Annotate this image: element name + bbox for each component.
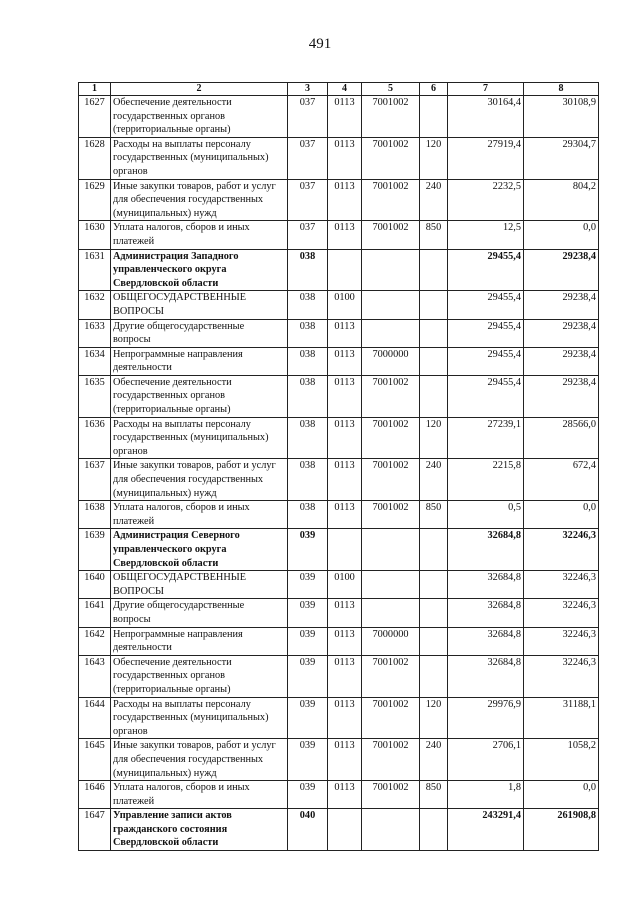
description-cell: Иные закупки товаров, работ и услуг для обеспечения государственных (муниципальных) нужд — [111, 179, 288, 221]
expense-type-cell — [420, 809, 448, 851]
admin-code-cell: 039 — [288, 571, 328, 599]
row-number-cell: 1636 — [79, 417, 111, 459]
target-code-cell: 7000000 — [362, 347, 420, 375]
expense-type-cell: 120 — [420, 417, 448, 459]
description-cell: Администрация Западного управленческого округа Свердловской области — [111, 249, 288, 291]
admin-code-cell: 039 — [288, 739, 328, 781]
admin-code-cell: 039 — [288, 627, 328, 655]
table-row — [79, 809, 599, 851]
description-cell: Администрация Северного управленческого округа Свердловской области — [111, 529, 288, 571]
expense-type-cell — [420, 655, 448, 697]
table-row — [79, 291, 599, 319]
section-code-cell: 0113 — [328, 781, 362, 809]
table-row — [79, 137, 599, 179]
admin-code-cell: 038 — [288, 501, 328, 529]
admin-code-cell: 038 — [288, 459, 328, 501]
section-code-cell: 0100 — [328, 291, 362, 319]
target-code-cell — [362, 249, 420, 291]
row-number-cell: 1644 — [79, 697, 111, 739]
table-row — [79, 459, 599, 501]
section-code-cell: 0113 — [328, 375, 362, 417]
target-code-cell: 7001002 — [362, 501, 420, 529]
target-code-cell — [362, 809, 420, 851]
row-number-cell: 1634 — [79, 347, 111, 375]
table-row — [79, 347, 599, 375]
column-header: 1 — [79, 83, 111, 96]
amount-year2-cell: 29238,4 — [524, 347, 599, 375]
section-code-cell: 0113 — [328, 501, 362, 529]
target-code-cell — [362, 571, 420, 599]
admin-code-cell: 039 — [288, 781, 328, 809]
amount-year1-cell: 32684,8 — [448, 599, 524, 627]
expense-type-cell — [420, 627, 448, 655]
target-code-cell — [362, 599, 420, 627]
amount-year1-cell: 27919,4 — [448, 137, 524, 179]
row-number-cell: 1643 — [79, 655, 111, 697]
amount-year2-cell: 29304,7 — [524, 137, 599, 179]
description-cell: Расходы на выплаты персоналу государственных (муниципальных) органов — [111, 697, 288, 739]
expense-type-cell — [420, 319, 448, 347]
amount-year1-cell: 29455,4 — [448, 319, 524, 347]
admin-code-cell: 038 — [288, 291, 328, 319]
row-number-cell: 1639 — [79, 529, 111, 571]
expense-type-cell: 240 — [420, 459, 448, 501]
table-row — [79, 417, 599, 459]
amount-year1-cell: 1,8 — [448, 781, 524, 809]
row-number-cell: 1630 — [79, 221, 111, 249]
section-code-cell: 0113 — [328, 655, 362, 697]
description-cell: Другие общегосударственные вопросы — [111, 319, 288, 347]
admin-code-cell: 038 — [288, 347, 328, 375]
description-cell: Непрограммные направления деятельности — [111, 347, 288, 375]
amount-year2-cell: 31188,1 — [524, 697, 599, 739]
target-code-cell: 7001002 — [362, 375, 420, 417]
section-code-cell: 0113 — [328, 221, 362, 249]
section-code-cell: 0113 — [328, 739, 362, 781]
table-row — [79, 319, 599, 347]
section-code-cell — [328, 529, 362, 571]
amount-year1-cell: 32684,8 — [448, 571, 524, 599]
expense-type-cell: 120 — [420, 697, 448, 739]
description-cell: ОБЩЕГОСУДАРСТВЕННЫЕ ВОПРОСЫ — [111, 571, 288, 599]
column-header: 5 — [362, 83, 420, 96]
description-cell: Другие общегосударственные вопросы — [111, 599, 288, 627]
section-code-cell: 0113 — [328, 347, 362, 375]
budget-table — [78, 82, 599, 851]
table-row — [79, 529, 599, 571]
expense-type-cell — [420, 249, 448, 291]
amount-year2-cell: 32246,3 — [524, 599, 599, 627]
target-code-cell: 7001002 — [362, 739, 420, 781]
admin-code-cell: 039 — [288, 529, 328, 571]
description-cell: Непрограммные направления деятельности — [111, 627, 288, 655]
target-code-cell — [362, 529, 420, 571]
row-number-cell: 1647 — [79, 809, 111, 851]
target-code-cell: 7001002 — [362, 655, 420, 697]
target-code-cell — [362, 319, 420, 347]
description-cell: Уплата налогов, сборов и иных платежей — [111, 221, 288, 249]
row-number-cell: 1632 — [79, 291, 111, 319]
expense-type-cell — [420, 571, 448, 599]
row-number-cell: 1635 — [79, 375, 111, 417]
table-row — [79, 375, 599, 417]
amount-year2-cell: 29238,4 — [524, 319, 599, 347]
page-number: 491 — [308, 36, 332, 52]
section-code-cell: 0113 — [328, 319, 362, 347]
admin-code-cell: 037 — [288, 179, 328, 221]
row-number-cell: 1640 — [79, 571, 111, 599]
amount-year2-cell: 0,0 — [524, 501, 599, 529]
column-header: 2 — [111, 83, 288, 96]
description-cell: Уплата налогов, сборов и иных платежей — [111, 501, 288, 529]
section-code-cell — [328, 809, 362, 851]
amount-year2-cell: 261908,8 — [524, 809, 599, 851]
target-code-cell: 7001002 — [362, 179, 420, 221]
description-cell: Расходы на выплаты персоналу государственных (муниципальных) органов — [111, 137, 288, 179]
table-row — [79, 221, 599, 249]
section-code-cell: 0113 — [328, 697, 362, 739]
row-number-cell: 1633 — [79, 319, 111, 347]
amount-year1-cell: 2215,8 — [448, 459, 524, 501]
target-code-cell: 7001002 — [362, 459, 420, 501]
admin-code-cell: 038 — [288, 375, 328, 417]
amount-year2-cell: 32246,3 — [524, 655, 599, 697]
section-code-cell: 0113 — [328, 137, 362, 179]
target-code-cell: 7001002 — [362, 96, 420, 138]
admin-code-cell: 039 — [288, 697, 328, 739]
expense-type-cell: 120 — [420, 137, 448, 179]
section-code-cell — [328, 249, 362, 291]
amount-year1-cell: 12,5 — [448, 221, 524, 249]
expense-type-cell: 850 — [420, 501, 448, 529]
admin-code-cell: 038 — [288, 417, 328, 459]
column-header: 6 — [420, 83, 448, 96]
description-cell: Иные закупки товаров, работ и услуг для обеспечения государственных (муниципальных) нужд — [111, 739, 288, 781]
amount-year2-cell: 29238,4 — [524, 249, 599, 291]
target-code-cell: 7001002 — [362, 137, 420, 179]
row-number-cell: 1642 — [79, 627, 111, 655]
amount-year1-cell: 29455,4 — [448, 375, 524, 417]
admin-code-cell: 040 — [288, 809, 328, 851]
section-code-cell: 0100 — [328, 571, 362, 599]
table-row — [79, 781, 599, 809]
section-code-cell: 0113 — [328, 627, 362, 655]
column-header: 7 — [448, 83, 524, 96]
expense-type-cell: 240 — [420, 739, 448, 781]
amount-year2-cell: 28566,0 — [524, 417, 599, 459]
table-row — [79, 249, 599, 291]
amount-year1-cell: 2232,5 — [448, 179, 524, 221]
expense-type-cell: 850 — [420, 221, 448, 249]
table-row — [79, 179, 599, 221]
amount-year2-cell: 29238,4 — [524, 375, 599, 417]
row-number-cell: 1641 — [79, 599, 111, 627]
amount-year2-cell: 29238,4 — [524, 291, 599, 319]
section-code-cell: 0113 — [328, 417, 362, 459]
admin-code-cell: 038 — [288, 249, 328, 291]
description-cell: Обеспечение деятельности государственных органов (территориальные органы) — [111, 96, 288, 138]
amount-year1-cell: 29455,4 — [448, 347, 524, 375]
row-number-cell: 1646 — [79, 781, 111, 809]
amount-year1-cell: 2706,1 — [448, 739, 524, 781]
amount-year1-cell: 32684,8 — [448, 655, 524, 697]
target-code-cell: 7001002 — [362, 221, 420, 249]
target-code-cell: 7001002 — [362, 417, 420, 459]
amount-year2-cell: 804,2 — [524, 179, 599, 221]
description-cell: Управление записи актов гражданского состояния Свердловской области — [111, 809, 288, 851]
admin-code-cell: 037 — [288, 96, 328, 138]
amount-year2-cell: 30108,9 — [524, 96, 599, 138]
table-row — [79, 697, 599, 739]
expense-type-cell — [420, 347, 448, 375]
row-number-cell: 1638 — [79, 501, 111, 529]
amount-year1-cell: 32684,8 — [448, 529, 524, 571]
row-number-cell: 1628 — [79, 137, 111, 179]
amount-year2-cell: 672,4 — [524, 459, 599, 501]
amount-year1-cell: 29976,9 — [448, 697, 524, 739]
row-number-cell: 1631 — [79, 249, 111, 291]
expense-type-cell — [420, 599, 448, 627]
row-number-cell: 1645 — [79, 739, 111, 781]
description-cell: Уплата налогов, сборов и иных платежей — [111, 781, 288, 809]
table-row — [79, 655, 599, 697]
expense-type-cell: 850 — [420, 781, 448, 809]
admin-code-cell: 037 — [288, 137, 328, 179]
amount-year2-cell: 32246,3 — [524, 627, 599, 655]
description-cell: ОБЩЕГОСУДАРСТВЕННЫЕ ВОПРОСЫ — [111, 291, 288, 319]
expense-type-cell — [420, 529, 448, 571]
column-header: 8 — [524, 83, 599, 96]
section-code-cell: 0113 — [328, 599, 362, 627]
amount-year2-cell: 1058,2 — [524, 739, 599, 781]
row-number-cell: 1627 — [79, 96, 111, 138]
table-row — [79, 627, 599, 655]
expense-type-cell — [420, 291, 448, 319]
section-code-cell: 0113 — [328, 96, 362, 138]
table-row — [79, 96, 599, 138]
amount-year1-cell: 29455,4 — [448, 291, 524, 319]
section-code-cell: 0113 — [328, 179, 362, 221]
admin-code-cell: 039 — [288, 655, 328, 697]
expense-type-cell — [420, 375, 448, 417]
amount-year1-cell: 32684,8 — [448, 627, 524, 655]
column-header: 4 — [328, 83, 362, 96]
admin-code-cell: 038 — [288, 319, 328, 347]
expense-type-cell — [420, 96, 448, 138]
amount-year2-cell: 32246,3 — [524, 571, 599, 599]
amount-year2-cell: 0,0 — [524, 221, 599, 249]
amount-year1-cell: 27239,1 — [448, 417, 524, 459]
description-cell: Обеспечение деятельности государственных органов (территориальные органы) — [111, 655, 288, 697]
description-cell: Иные закупки товаров, работ и услуг для обеспечения государственных (муниципальных) нужд — [111, 459, 288, 501]
section-code-cell: 0113 — [328, 459, 362, 501]
amount-year2-cell: 0,0 — [524, 781, 599, 809]
description-cell: Обеспечение деятельности государственных органов (территориальные органы) — [111, 375, 288, 417]
target-code-cell: 7001002 — [362, 697, 420, 739]
expense-type-cell: 240 — [420, 179, 448, 221]
row-number-cell: 1629 — [79, 179, 111, 221]
amount-year1-cell: 29455,4 — [448, 249, 524, 291]
amount-year2-cell: 32246,3 — [524, 529, 599, 571]
table-row — [79, 571, 599, 599]
target-code-cell: 7000000 — [362, 627, 420, 655]
table-row — [79, 599, 599, 627]
table-row — [79, 739, 599, 781]
admin-code-cell: 039 — [288, 599, 328, 627]
row-number-cell: 1637 — [79, 459, 111, 501]
amount-year1-cell: 30164,4 — [448, 96, 524, 138]
description-cell: Расходы на выплаты персоналу государственных (муниципальных) органов — [111, 417, 288, 459]
admin-code-cell: 037 — [288, 221, 328, 249]
amount-year1-cell: 243291,4 — [448, 809, 524, 851]
table-header-row — [79, 83, 599, 96]
target-code-cell — [362, 291, 420, 319]
table-row — [79, 501, 599, 529]
amount-year1-cell: 0,5 — [448, 501, 524, 529]
target-code-cell: 7001002 — [362, 781, 420, 809]
column-header: 3 — [288, 83, 328, 96]
